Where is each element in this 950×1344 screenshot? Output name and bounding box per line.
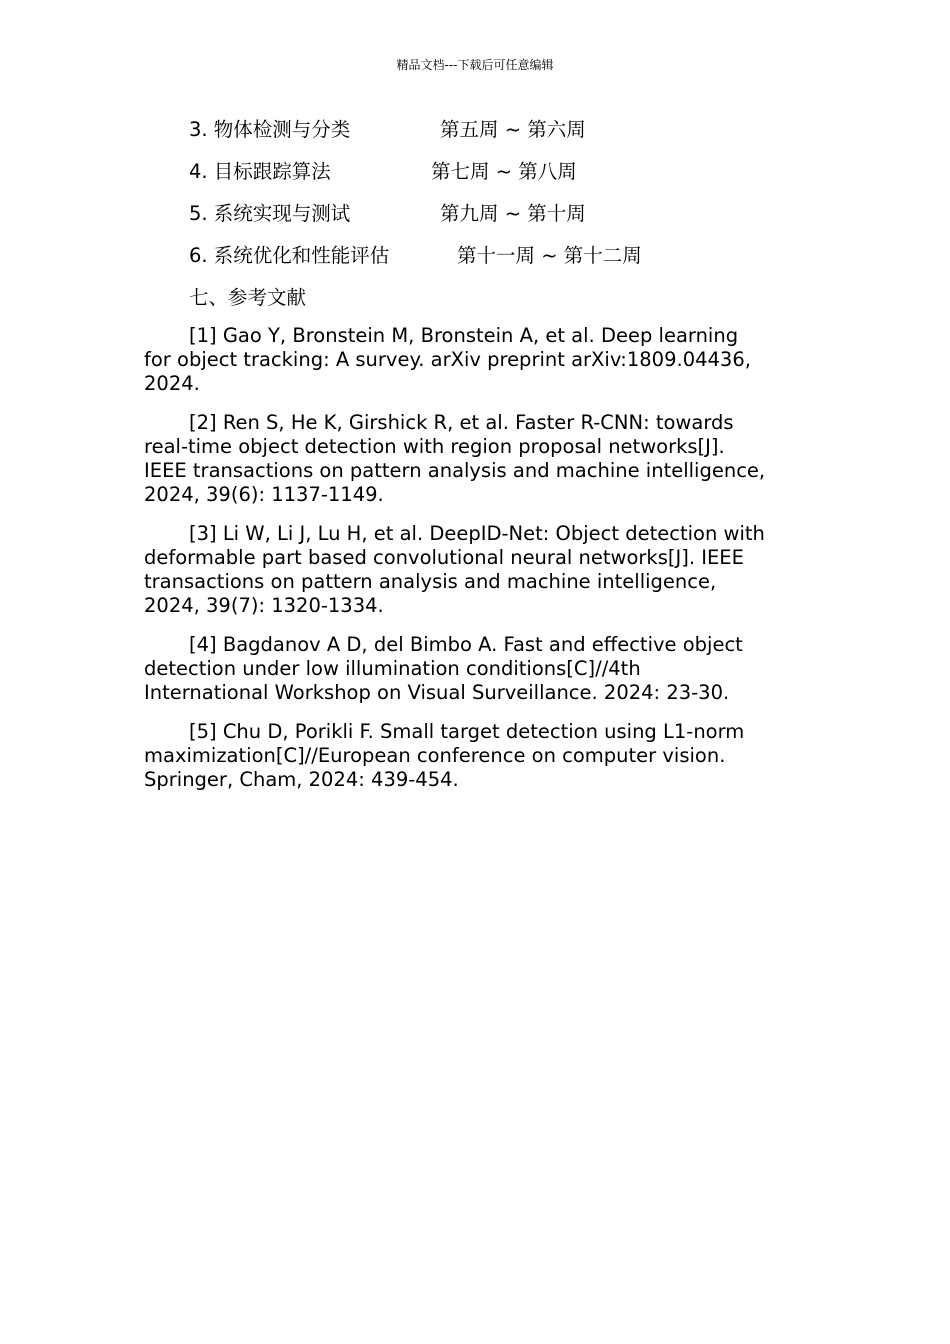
schedule-item (189, 200, 642, 242)
schedule-task: 4. 目标跟踪算法 (189, 160, 331, 183)
schedule-item (189, 116, 642, 158)
references-heading: 七、参考文献 (189, 286, 307, 309)
schedule-time: 第九周 ~ 第十周 (440, 202, 586, 225)
reference-list (144, 324, 824, 807)
schedule-list (189, 116, 642, 284)
schedule-time: 第七周 ~ 第八周 (431, 160, 577, 183)
reference-item: [2] Ren S, He K, Girshick R, et al. Faster R-CNN: towards real-time object detection with region proposal networks[J]. IEEE transactions on pattern analysis and machine intelligence, 2024, 39(6): 1137-1149. (144, 411, 766, 506)
reference-item: [1] Gao Y, Bronstein M, Bronstein A, et al. Deep learning for object tracking: A survey. arXiv preprint arXiv:1809.04436, 2024. (144, 324, 751, 395)
reference-item: [3] Li W, Li J, Lu H, et al. DeepID-Net: Object detection with deformable part based convolutional neural networks[J]. IEEE transactions on pattern analysis and machine intelligence, 2024, 39(7): 1320-1334. (144, 522, 765, 617)
schedule-time: 第五周 ~ 第六周 (440, 118, 586, 141)
schedule-task: 6. 系统优化和性能评估 (189, 244, 390, 267)
schedule-item (189, 242, 642, 284)
schedule-item (189, 158, 642, 200)
schedule-task: 3. 物体检测与分类 (189, 118, 351, 141)
page-header: 精品文档---下载后可任意编辑 (396, 58, 554, 72)
schedule-time: 第十一周 ~ 第十二周 (457, 244, 642, 267)
reference-item: [5] Chu D, Porikli F. Small target detection using L1-norm maximization[C]//European conference on computer vision. Springer, Cham, 2024: 439-454. (144, 720, 745, 791)
schedule-task: 5. 系统实现与测试 (189, 202, 351, 225)
reference-item: [4] Bagdanov A D, del Bimbo A. Fast and effective object detection under low illumination conditions[C]//4th International Workshop on Visual Surveillance. 2024: 23-30. (144, 633, 743, 704)
